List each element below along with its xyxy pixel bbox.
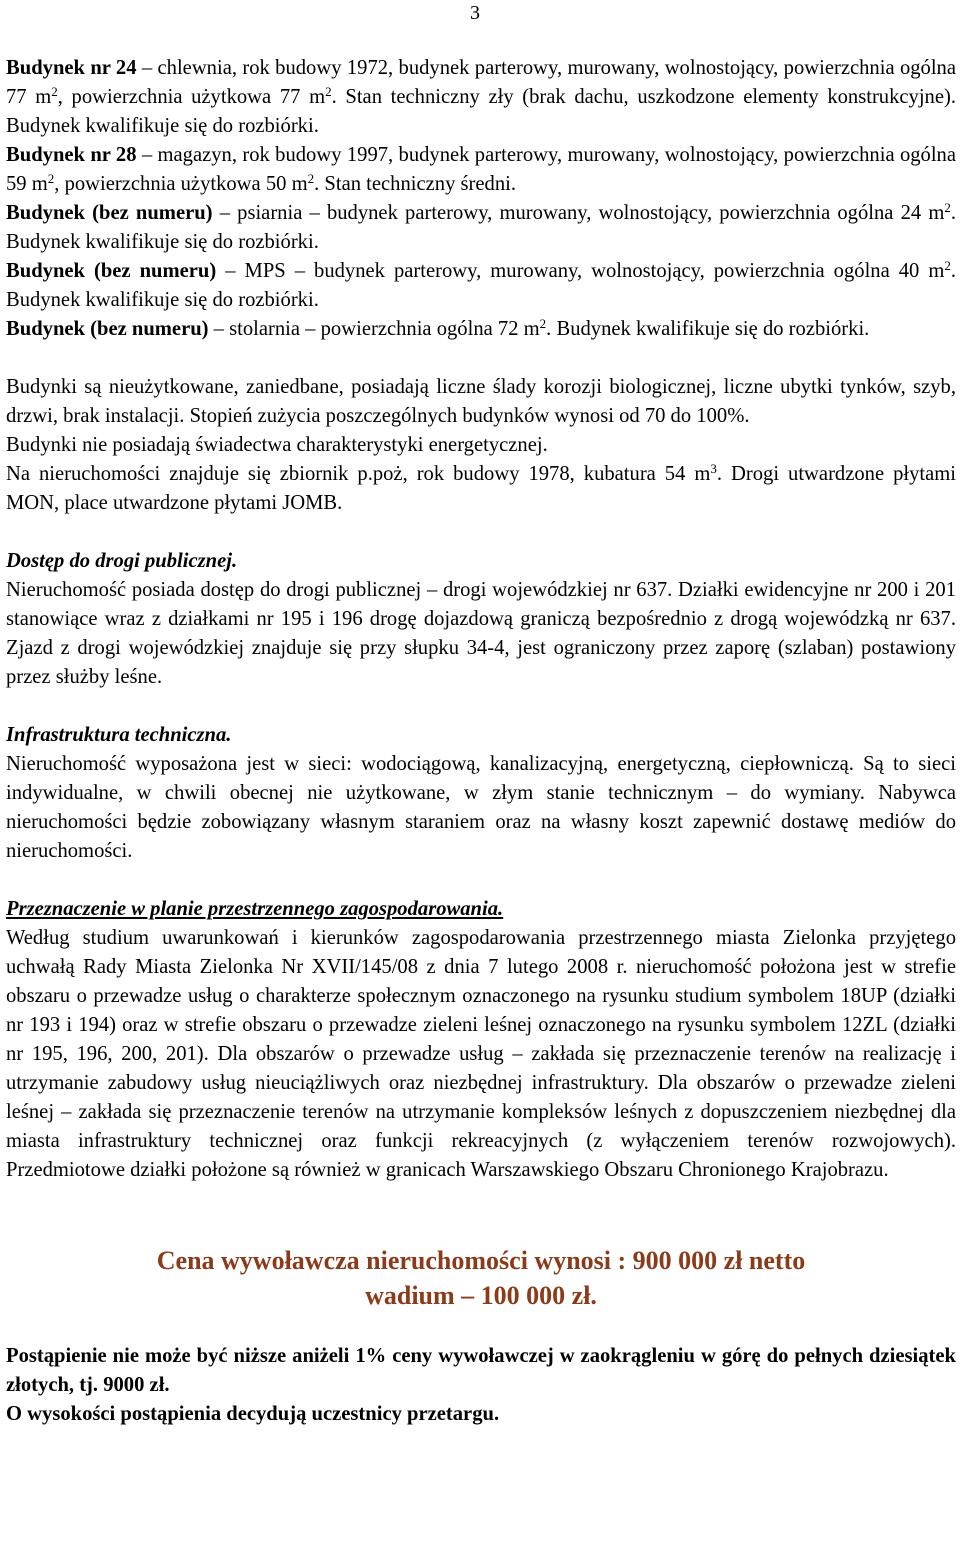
building-label: Budynek nr 28 — [6, 144, 137, 166]
building-label: Budynek (bez numeru) — [6, 260, 217, 282]
access-text: Nieruchomość posiada dostęp do drogi publicznej – drogi wojewódzkiej nr 637. Działki ewidencyjne nr 200 i 201 stanowiące wraz z działkami nr 195 i 196 drogę dojazdową graniczą bezpośrednio z drogą wojewódzką nr 637. Zjazd z drogi wojewódzkiej znajduje się przy słupku 34-4, jest ograniczony przez zaporę (szlaban) postawiony przez służby leśne. — [6, 579, 956, 688]
document-body — [6, 54, 956, 1429]
page-number: 3 — [470, 2, 480, 24]
building-label: Budynek nr 24 — [6, 57, 137, 79]
zoning-text: Według studium uwarunkowań i kierunków zagospodarowania przestrzennego miasta Zielonka przyjętego uchwałą Rady Miasta Zielonka Nr XVII/145/08 z dnia 7 lutego 2008 r. nieruchomość położona jest w strefie obszaru o przewadze usług o charakterze społecznym oznaczonego na rysunku studium symbolem 18UP (działki nr 193 i 194) oraz w strefie obszaru o przewadze zieleni leśnej oznaczonego na rysunku symbolem 12ZL (działki nr 195, 196, 200, 201). Dla obszarów o przewadze usług – zakłada się przeznaczenie terenów na realizację i utrzymanie zabudowy usług nieuciążliwych oraz niezbędnej infrastruktury. Dla obszarów o przewadze zieleni leśnej – zakłada się przeznaczenie terenów na utrzymanie kompleksów leśnych z dopuszczeniem niezbędnej dla miasta infrastruktury technicznej oraz funkcji rekreacyjnych (z wyłączeniem terenów rozwojowych). Przedmiotowe działki położone są również w granicach Warszawskiego Obszaru Chronionego Krajobrazu. — [6, 927, 956, 1181]
price-line: Cena wywoławcza nieruchomości wynosi : 900 000 zł netto — [156, 1246, 806, 1275]
infrastructure-heading: Infrastruktura techniczna. — [6, 724, 232, 746]
state-paragraph: Budynki są nieużytkowane, zaniedbane, posiadają liczne ślady korozji biologicznej, liczne ubytki tynków, szyb, drzwi, brak instalacji. Stopień zużycia poszczególnych budynków wynosi od 70 do 100%. — [6, 376, 956, 427]
building-28: Budynek nr 28 – magazyn, rok budowy 1997, budynek parterowy, murowany, wolnostojący, powierzchnia ogólna 59 $m^2$, powierzchnia użytkowa 50 $m^2$. Stan techniczny średni. — [6, 144, 956, 195]
energy-paragraph: Budynki nie posiadają świadectwa charakterystyki energetycznej. — [6, 434, 548, 456]
building-label: Budynek (bez numeru) — [6, 202, 213, 224]
infrastructure-text: Nieruchomość wyposażona jest w sieci: wodociągową, kanalizacyjną, energetyczną, ciepłowniczą. Są to sieci indywidualne, w chwili obecnej nie użytkowane, w złym stanie technicznym – do wymiany. Nabywca nieruchomości będzie zobowiązany własnym staraniem oraz na własny koszt zapewnić dostawę mediów do nieruchomości. — [6, 753, 956, 862]
bid-decision: O wysokości postąpienia decydują uczestnicy przetargu. — [6, 1403, 500, 1425]
building-carpentry: Budynek (bez numeru) – stolarnia – powierzchnia ogólna 72 $m^2$. Budynek kwalifikuje się do rozbiórki. — [6, 316, 870, 340]
zoning-heading: Przeznaczenie w planie przestrzennego zagospodarowania. — [6, 898, 504, 920]
deposit-line: wadium – 100 000 zł. — [365, 1281, 597, 1310]
bid-rule: Postąpienie nie może być niższe aniżeli 1% ceny wywoławczej w zaokrągleniu w górę do pełnych dziesiątek złotych, tj. 9000 zł. — [6, 1345, 956, 1396]
tank-paragraph: Na nieruchomości znajduje się zbiornik p.poż, rok budowy 1978, kubatura 54 $m^3$. Drogi utwardzone płytami MON, place utwardzone płytami JOMB. — [6, 461, 956, 514]
access-heading: Dostęp do drogi publicznej. — [6, 550, 238, 572]
building-kennel: Budynek (bez numeru) – psiarnia – budynek parterowy, murowany, wolnostojący, powierzchnia ogólna 24 $m^2$. Budynek kwalifikuje się do rozbiórki. — [6, 200, 956, 253]
building-mps: Budynek (bez numeru) – MPS – budynek parterowy, murowany, wolnostojący, powierzchnia ogólna 40 $m^2$. Budynek kwalifikuje się do rozbiórki. — [6, 258, 956, 311]
building-label: Budynek (bez numeru) — [6, 318, 209, 340]
building-24: Budynek nr 24 – chlewnia, rok budowy 1972, budynek parterowy, murowany, wolnostojący, powierzchnia ogólna 77 $m^2$, powierzchnia użytkowa 77 $m^2$. Stan techniczny zły (brak dachu, uszkodzone elementy konstrukcyjne). Budynek kwalifikuje się do rozbiórki. — [6, 57, 956, 137]
